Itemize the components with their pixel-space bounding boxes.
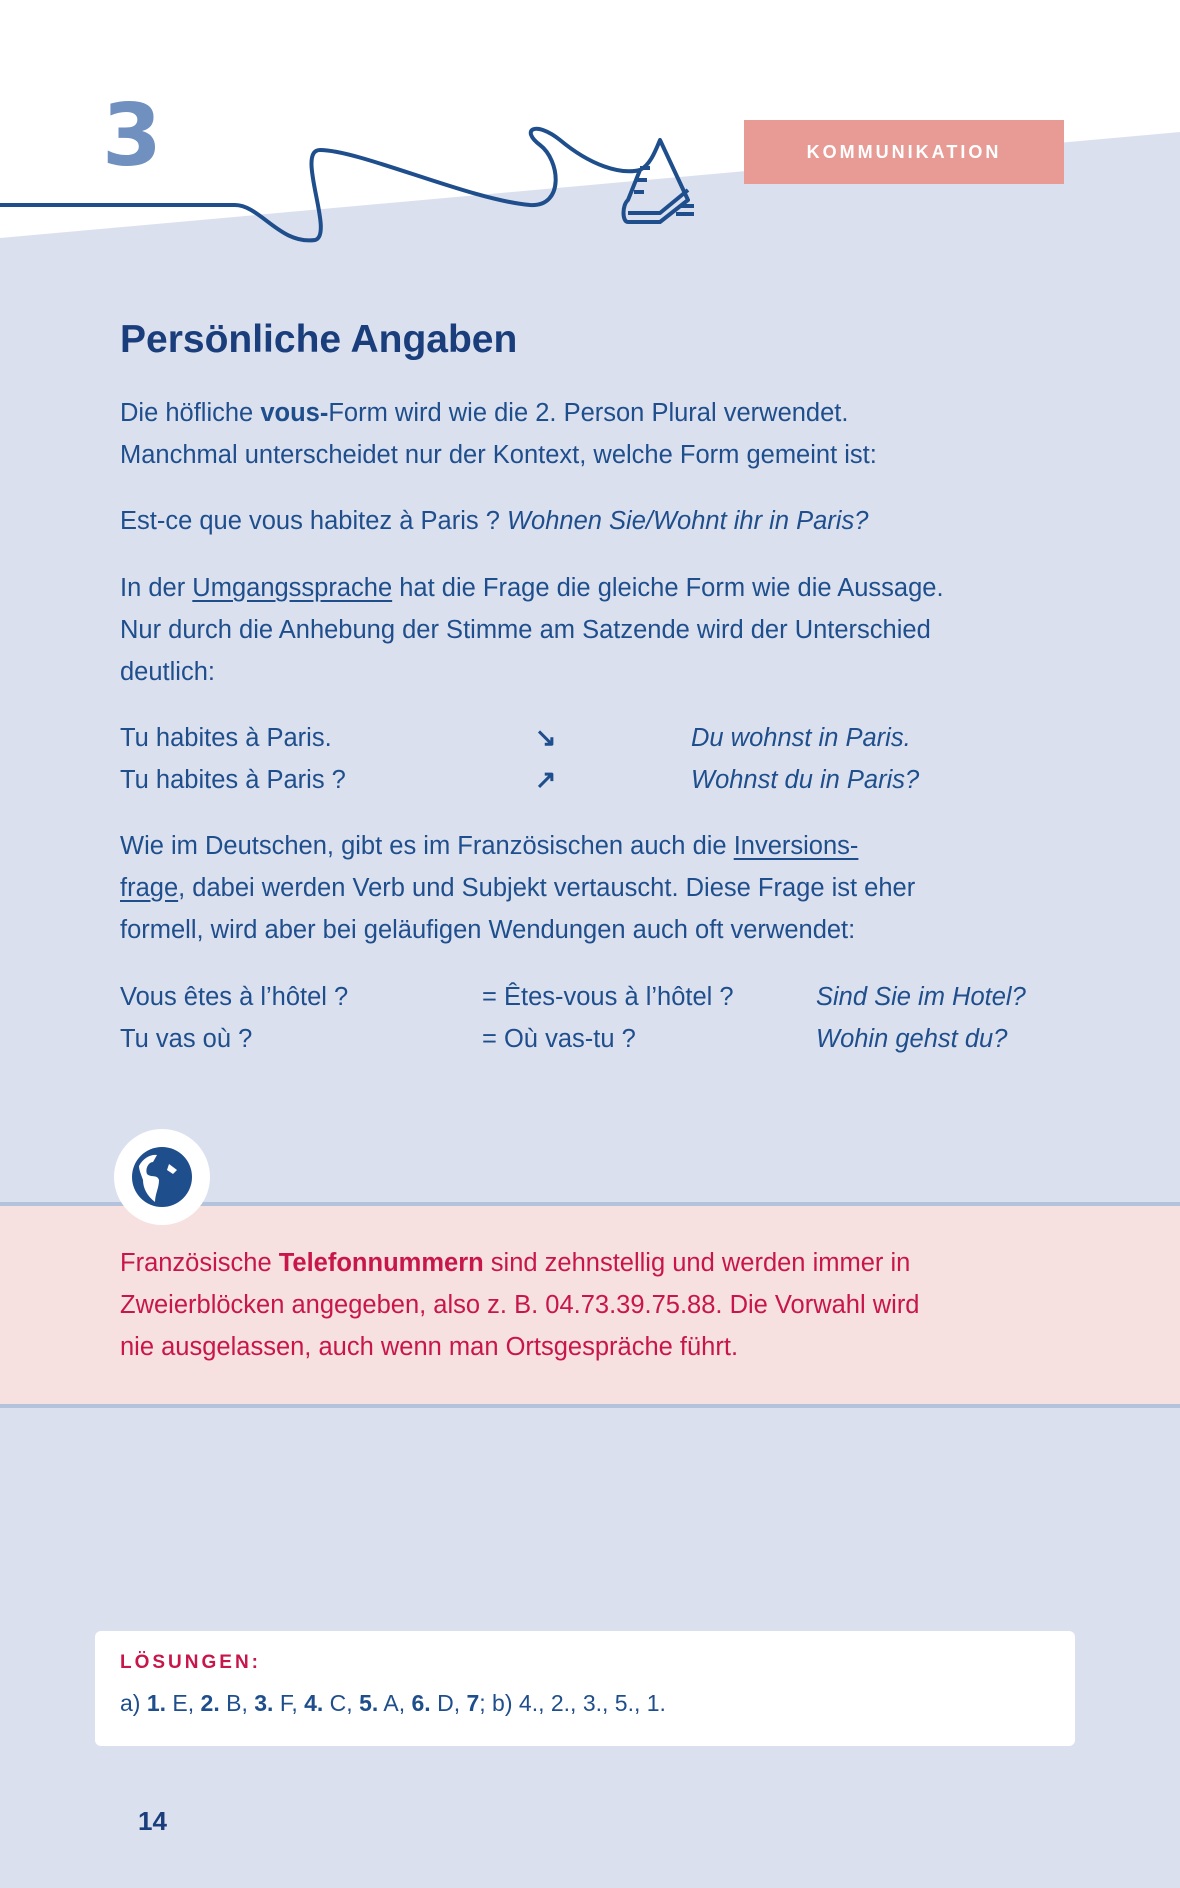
globe-icon — [114, 1129, 210, 1225]
info-line: Französische Telefonnummern sind zehnstellig und werden immer in — [120, 1249, 911, 1277]
rising-arrow-icon: ↗ — [535, 766, 557, 794]
solutions-label: LÖSUNGEN: — [120, 1652, 261, 1673]
paragraph-line: Die höfliche vous-Form wird wie die 2. Person Plural verwendet. — [120, 399, 849, 427]
section-badge: KOMMUNIKATION — [744, 120, 1064, 184]
chapter-number: 3 — [102, 86, 162, 186]
inversion-de: Wohin gehst du? — [816, 1025, 1008, 1053]
paragraph-line: In der Umgangssprache hat die Frage die gleiche Form wie die Aussage. — [120, 574, 944, 602]
paragraph-line: Wie im Deutschen, gibt es im Französischen auch die Inversions- — [120, 832, 859, 860]
page-title: Persönliche Angaben — [120, 318, 518, 361]
solutions-box — [95, 1631, 1075, 1746]
intonation-fr: Tu habites à Paris ? — [120, 766, 346, 794]
inversion-question: = Où vas-tu ? — [482, 1025, 636, 1053]
page-number: 14 — [138, 1806, 167, 1836]
inversion-fr: Tu vas où ? — [120, 1025, 253, 1053]
example-sentence: Est-ce que vous habitez à Paris ? Wohnen Sie/Wohnt ihr in Paris? — [120, 507, 869, 535]
paragraph-line: formell, wird aber bei geläufigen Wendungen auch oft verwendet: — [120, 916, 856, 944]
inversion-fr: Vous êtes à l’hôtel ? — [120, 983, 349, 1011]
solutions-text: a) 1. E, 2. B, 3. F, 4. C, 5. A, 6. D, 7; b) 4., 2., 3., 5., 1. — [120, 1690, 666, 1716]
info-line: nie ausgelassen, auch wenn man Ortsgespräche führt. — [120, 1333, 739, 1361]
info-line: Zweierblöcken angegeben, also z. B. 04.73.39.75.88. Die Vorwahl wird — [120, 1291, 920, 1319]
paragraph-line: Nur durch die Anhebung der Stimme am Satzende wird der Unterschied — [120, 616, 931, 644]
paragraph-line: Manchmal unterscheidet nur der Kontext, welche Form gemeint ist: — [120, 441, 877, 469]
paragraph-line: deutlich: — [120, 658, 215, 686]
paragraph-line: frage, dabei werden Verb und Subjekt vertauscht. Diese Frage ist eher — [120, 874, 916, 902]
intonation-de: Wohnst du in Paris? — [691, 766, 920, 794]
inversion-de: Sind Sie im Hotel? — [816, 983, 1026, 1011]
intonation-fr: Tu habites à Paris. — [120, 724, 332, 752]
falling-arrow-icon: ↘ — [535, 724, 557, 752]
inversion-question: = Êtes-vous à l’hôtel ? — [482, 983, 734, 1011]
intonation-de: Du wohnst in Paris. — [691, 724, 911, 752]
